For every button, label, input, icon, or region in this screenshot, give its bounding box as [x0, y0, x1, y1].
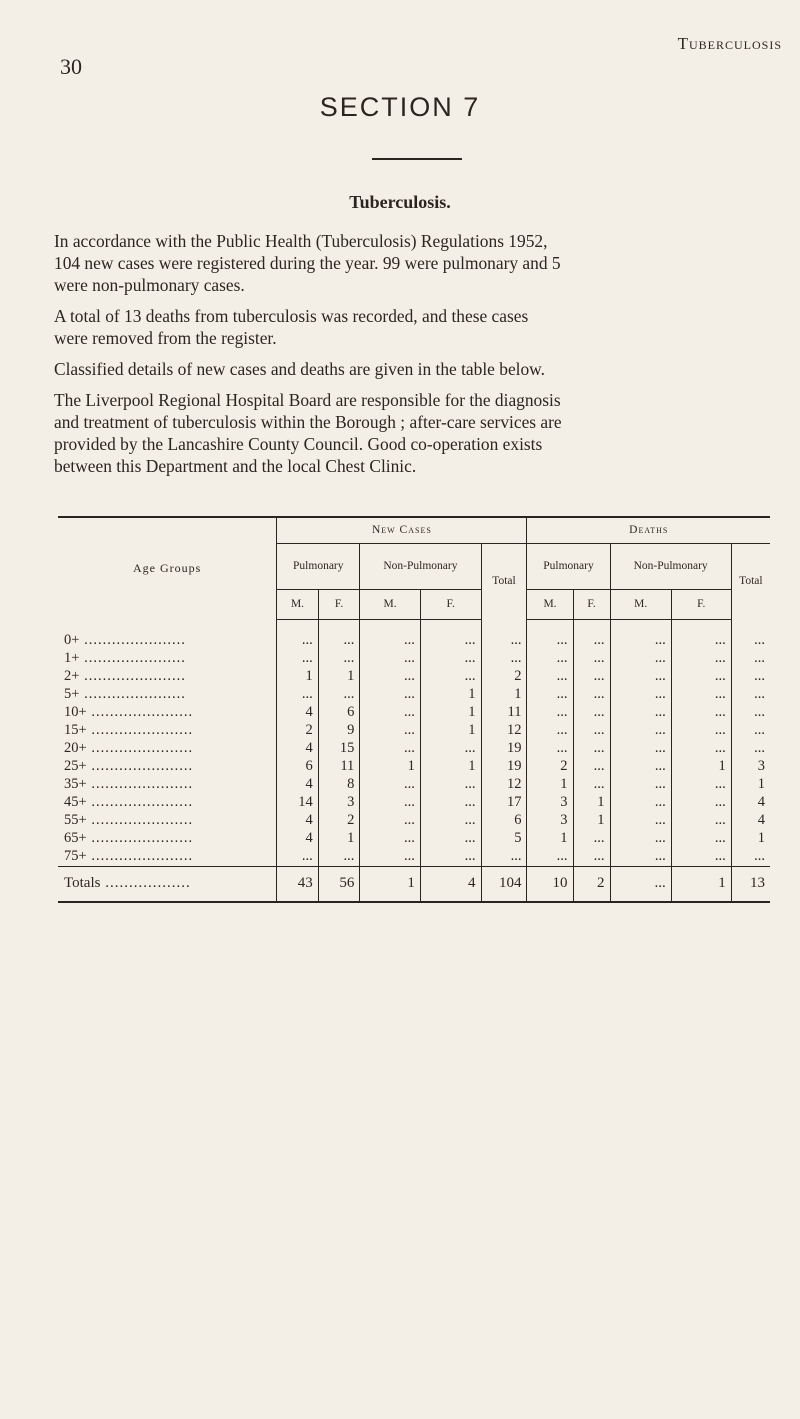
new-cases-header: New Cases: [277, 517, 527, 543]
table-cell: ...: [573, 830, 610, 848]
spacer-row: [58, 619, 770, 632]
table-cell: ...: [420, 632, 481, 650]
new-pulmonary-header: Pulmonary: [277, 543, 360, 589]
table-row: [58, 722, 770, 740]
table-row: [58, 812, 770, 830]
table-cell: ...: [420, 794, 481, 812]
table-cell: 15: [318, 740, 360, 758]
age-group-label: [58, 758, 277, 776]
paragraph: [54, 358, 766, 380]
table-cell: ...: [610, 758, 671, 776]
table-cell: 1: [277, 668, 319, 686]
table-cell: 4: [277, 776, 319, 794]
age-groups-header: Age Groups: [58, 517, 277, 619]
deaths-pulm-f-header: F.: [573, 589, 610, 619]
new-total-header: Total: [481, 543, 527, 619]
table-cell: 4: [277, 830, 319, 848]
new-nonpulm-f-header: F.: [420, 589, 481, 619]
table-cell: ...: [754, 650, 765, 666]
table-cell: ...: [360, 848, 421, 867]
table-cell: ...: [573, 668, 610, 686]
row-label: 35+: [64, 776, 87, 792]
row-label: 0+: [64, 632, 80, 648]
table-cell: ...: [527, 740, 573, 758]
table-cell: 1: [757, 830, 765, 846]
table-cell: 2: [277, 722, 319, 740]
table-cell: ...: [671, 830, 731, 848]
spacer-cell: [671, 619, 731, 632]
age-group-label: [58, 848, 277, 867]
table-cell: ...: [527, 686, 573, 704]
table-cell: 13: [731, 866, 770, 902]
spacer-cell: [277, 619, 319, 632]
paragraph: [54, 305, 766, 349]
row-label: 45+: [64, 794, 87, 810]
deaths-header: Deaths: [527, 517, 770, 543]
table-cell: ...: [671, 848, 731, 867]
dot-leader: ......................: [86, 776, 194, 792]
table-cell: ...: [573, 740, 610, 758]
running-head: Tuberculosis: [677, 34, 782, 53]
table-cell: 8: [318, 776, 360, 794]
age-group-label: [58, 704, 277, 722]
table-cell: 3: [527, 794, 573, 812]
row-label: 55+: [64, 812, 87, 828]
table-cell: ...: [671, 686, 731, 704]
paragraph-line: provided by the Lancashire County Council. Good co-operation exists: [54, 434, 543, 454]
table-cell: ...: [420, 848, 481, 867]
table-cell: ...: [573, 776, 610, 794]
table-cell: ...: [481, 632, 527, 650]
table-cell: 17: [481, 794, 527, 812]
table-cell: ...: [573, 704, 610, 722]
table-cell: ...: [360, 722, 421, 740]
new-non-pulmonary-header: Non-Pulmonary: [360, 543, 481, 589]
dot-leader: ......................: [86, 812, 194, 828]
spacer-cell: [731, 619, 770, 632]
table-cell: 10: [527, 866, 573, 902]
table-cell: 1: [481, 686, 527, 704]
age-group-label: [58, 686, 277, 704]
table-cell: ...: [360, 812, 421, 830]
table-cell: 12: [481, 722, 527, 740]
table-cell: ...: [573, 758, 610, 776]
spacer-cell: [610, 619, 671, 632]
table-cell: ...: [573, 650, 610, 668]
table-cell: 11: [318, 758, 360, 776]
table-cell: 6: [318, 704, 360, 722]
new-pulm-m-header: M.: [277, 589, 319, 619]
spacer-cell: [573, 619, 610, 632]
new-nonpulm-m-header: M.: [360, 589, 421, 619]
table-cell: 1: [360, 866, 421, 902]
dot-leader: ......................: [79, 632, 186, 648]
dot-leader: ......................: [86, 794, 194, 810]
table-cell: ...: [671, 740, 731, 758]
table-cell: 1: [420, 722, 481, 740]
dot-leader: ......................: [86, 830, 194, 846]
dot-leader: ......................: [86, 722, 194, 738]
table-cell: ...: [527, 704, 573, 722]
table-cell: ...: [573, 722, 610, 740]
totals-label: [58, 866, 277, 902]
spacer-cell: [481, 619, 527, 632]
table-cell: 6: [277, 758, 319, 776]
paragraph-line: were removed from the register.: [54, 328, 277, 348]
table-cell: ...: [671, 704, 731, 722]
table-cell: 3: [757, 758, 765, 774]
age-group-label: [58, 668, 277, 686]
age-group-label: [58, 740, 277, 758]
table-cell: 4: [757, 812, 765, 828]
table-cell: ...: [318, 686, 360, 704]
row-label: 5+: [64, 686, 80, 702]
new-pulm-f-header: F.: [318, 589, 360, 619]
table-cell: ...: [360, 704, 421, 722]
spacer-cell: [360, 619, 421, 632]
row-label: 1+: [64, 650, 80, 666]
table-cell: ...: [318, 650, 360, 668]
paragraph-line: and treatment of tuberculosis within the Borough ; after-care services are: [54, 412, 562, 432]
table-cell: ...: [277, 848, 319, 867]
table-cell: ...: [277, 686, 319, 704]
table-cell: ...: [573, 848, 610, 867]
table-cell: ...: [671, 794, 731, 812]
table-cell: ...: [754, 686, 765, 702]
table-cell: 1: [573, 812, 610, 830]
table-cell: 4: [420, 866, 481, 902]
table-cell: ...: [420, 812, 481, 830]
table-cell: ...: [318, 848, 360, 867]
table-cell: 4: [277, 812, 319, 830]
table-cell: 1: [671, 866, 731, 902]
table-cell: ...: [754, 740, 765, 756]
table-cell: 104: [481, 866, 527, 902]
table-cell: ...: [610, 668, 671, 686]
dot-leader: ......................: [79, 668, 186, 684]
deaths-nonpulm-m-header: M.: [610, 589, 671, 619]
table-cell: ...: [610, 776, 671, 794]
totals-row: [58, 866, 770, 902]
table-cell: ...: [277, 632, 319, 650]
table-cell: 3: [527, 812, 573, 830]
paragraph-line: In accordance with the Public Health (Tuberculosis) Regulations 1952,: [54, 231, 548, 251]
table-cell: ...: [754, 848, 765, 864]
table-cell: ...: [573, 632, 610, 650]
row-label: 15+: [64, 722, 87, 738]
table-row: [58, 704, 770, 722]
paragraph-line: A total of 13 deaths from tuberculosis was recorded, and these cases: [54, 306, 529, 326]
table-cell: 43: [277, 866, 319, 902]
table-cell: ...: [360, 740, 421, 758]
table-cell: 1: [671, 758, 731, 776]
table-cell: 1: [318, 830, 360, 848]
table-cell: ...: [360, 668, 421, 686]
table-row: [58, 758, 770, 776]
table-cell: ...: [671, 668, 731, 686]
tuberculosis-table: [58, 516, 770, 903]
page-number: 30: [60, 54, 82, 79]
table-cell: ...: [360, 776, 421, 794]
table-cell: 1: [420, 758, 481, 776]
spacer-cell: [527, 619, 573, 632]
table-row: [58, 686, 770, 704]
table-cell: 2: [573, 866, 610, 902]
deaths-nonpulm-f-header: F.: [671, 589, 731, 619]
table-cell: ...: [420, 830, 481, 848]
table-cell: ...: [527, 650, 573, 668]
table-cell: 56: [318, 866, 360, 902]
table-cell: ...: [610, 848, 671, 867]
table-cell: 1: [420, 704, 481, 722]
table-cell: 2: [318, 812, 360, 830]
table-cell: ...: [610, 812, 671, 830]
paragraph: [54, 230, 766, 296]
table-cell: ...: [481, 848, 527, 867]
table-cell: ...: [527, 848, 573, 867]
row-label: 10+: [64, 704, 87, 720]
row-label: 65+: [64, 830, 87, 846]
subtitle: Tuberculosis.: [349, 192, 451, 212]
dot-leader: ......................: [86, 848, 194, 864]
table-cell: ...: [671, 722, 731, 740]
table-cell: ...: [610, 830, 671, 848]
table-row: [58, 650, 770, 668]
table-cell: 1: [360, 758, 421, 776]
table-cell: 14: [277, 794, 319, 812]
table-cell: ...: [420, 740, 481, 758]
table-cell: 1: [757, 776, 765, 792]
row-label: 75+: [64, 848, 87, 864]
table-cell: ...: [420, 650, 481, 668]
table-cell: ...: [573, 686, 610, 704]
age-group-label: [58, 794, 277, 812]
table-cell: 6: [481, 812, 527, 830]
row-label: 20+: [64, 740, 87, 756]
table-cell: ...: [360, 632, 421, 650]
deaths-pulm-m-header: M.: [527, 589, 573, 619]
paragraph-line: between this Department and the local Chest Clinic.: [54, 456, 417, 476]
age-group-label: [58, 776, 277, 794]
table-cell: ...: [754, 668, 765, 684]
age-group-label: [58, 632, 277, 650]
table-cell: 1: [527, 830, 573, 848]
table-cell: ...: [610, 722, 671, 740]
paragraph-line: 104 new cases were registered during the year. 99 were pulmonary and 5: [54, 253, 561, 273]
title-rule: [372, 158, 462, 160]
dot-leader: ......................: [79, 686, 186, 702]
table-cell: 11: [481, 704, 527, 722]
table-cell: 1: [527, 776, 573, 794]
table-cell: ...: [318, 632, 360, 650]
table-row: [58, 668, 770, 686]
table-cell: ...: [671, 776, 731, 794]
table-cell: ...: [610, 794, 671, 812]
table-cell: ...: [671, 812, 731, 830]
table-cell: 4: [277, 704, 319, 722]
table-cell: 1: [318, 668, 360, 686]
table-cell: ...: [277, 650, 319, 668]
table-cell: 12: [481, 776, 527, 794]
spacer-cell: [58, 619, 277, 632]
table-cell: ...: [527, 722, 573, 740]
table-cell: 2: [527, 758, 573, 776]
table-cell: ...: [671, 632, 731, 650]
table-cell: ...: [754, 722, 765, 738]
body-text: [54, 230, 766, 486]
table-cell: 4: [277, 740, 319, 758]
age-group-label: [58, 830, 277, 848]
table-cell: 4: [757, 794, 765, 810]
table-cell: ...: [610, 686, 671, 704]
spacer-cell: [318, 619, 360, 632]
age-group-label: [58, 722, 277, 740]
table-row: [58, 830, 770, 848]
table-cell: ...: [360, 830, 421, 848]
paragraph: [54, 389, 766, 477]
table-cell: ...: [360, 794, 421, 812]
age-group-label: [58, 650, 277, 668]
table-cell: ...: [754, 704, 765, 720]
table-cell: 19: [481, 740, 527, 758]
dot-leader: ......................: [86, 740, 194, 756]
age-group-label: [58, 812, 277, 830]
spacer-cell: [420, 619, 481, 632]
table-cell: 5: [481, 830, 527, 848]
deaths-non-pulmonary-header: Non-Pulmonary: [610, 543, 731, 589]
table-cell: ...: [420, 668, 481, 686]
table-cell: ...: [754, 632, 765, 648]
table-row: [58, 794, 770, 812]
row-label: Totals: [64, 875, 101, 891]
table-row: [58, 848, 770, 867]
table-cell: ...: [360, 650, 421, 668]
section-title: SECTION 7: [319, 92, 481, 122]
deaths-pulmonary-header: Pulmonary: [527, 543, 610, 589]
paragraph-line: were non-pulmonary cases.: [54, 275, 245, 295]
paragraph-line: The Liverpool Regional Hospital Board are responsible for the diagnosis: [54, 390, 561, 410]
table-cell: ...: [420, 776, 481, 794]
table-row: [58, 740, 770, 758]
table-cell: ...: [610, 740, 671, 758]
dot-leader: ......................: [86, 758, 194, 774]
table-cell: ...: [610, 704, 671, 722]
table-cell: ...: [527, 668, 573, 686]
table-cell: ...: [671, 650, 731, 668]
table-cell: ...: [610, 632, 671, 650]
table-cell: 9: [318, 722, 360, 740]
table-cell: ...: [360, 686, 421, 704]
row-label: 2+: [64, 668, 80, 684]
table-row: [58, 776, 770, 794]
dot-leader: ......................: [86, 704, 194, 720]
table-cell: ...: [481, 650, 527, 668]
table-cell: 2: [481, 668, 527, 686]
table-cell: ...: [610, 650, 671, 668]
table-cell: ...: [610, 866, 671, 902]
table-cell: 1: [573, 794, 610, 812]
dot-leader: ..................: [100, 875, 191, 891]
table-row: [58, 632, 770, 650]
table-cell: 3: [318, 794, 360, 812]
table-cell: 19: [481, 758, 527, 776]
table-cell: 1: [420, 686, 481, 704]
dot-leader: ......................: [79, 650, 186, 666]
paragraph-line: Classified details of new cases and deaths are given in the table below.: [54, 359, 545, 379]
table-cell: ...: [527, 632, 573, 650]
row-label: 25+: [64, 758, 87, 774]
deaths-total-header: Total: [739, 575, 763, 588]
